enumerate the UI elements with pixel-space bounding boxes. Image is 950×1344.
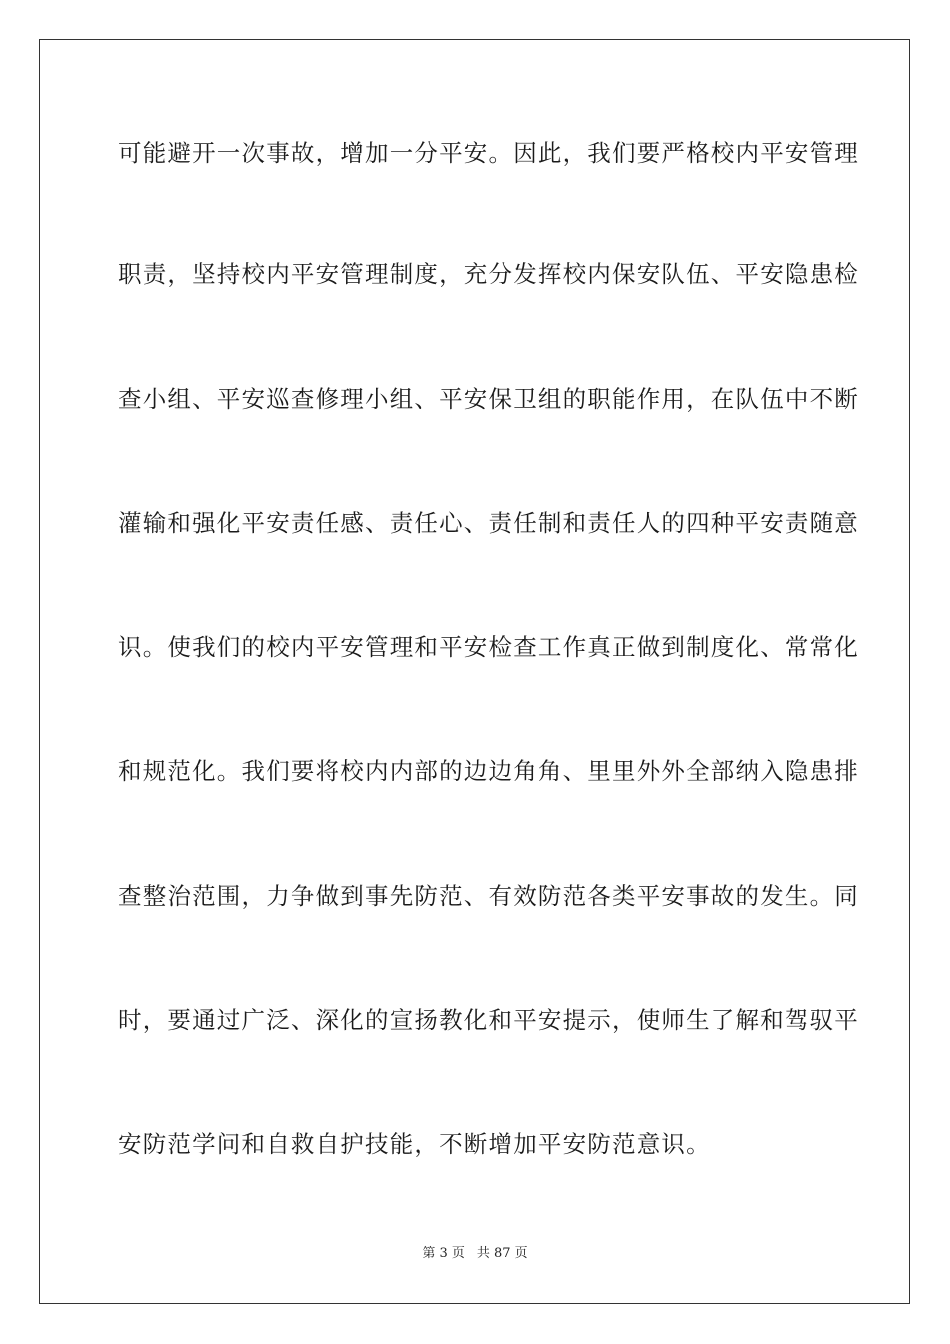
body-line-7: 查整治范围，力争做到事先防范、有效防范各类平安事故的发生。同 (118, 882, 859, 910)
body-line-4: 灌输和强化平安责任感、责任心、责任制和责任人的四种平安责随意 (118, 509, 859, 537)
body-line-6: 和规范化。我们要将校内内部的边边角角、里里外外全部纳入隐患排 (118, 757, 859, 785)
page-footer (0, 1245, 950, 1263)
page-total: 共 87 页 (476, 1246, 528, 1261)
body-line-8: 时，要通过广泛、深化的宣扬教化和平安提示，使师生了解和驾驭平 (118, 1006, 859, 1034)
body-line-3: 查小组、平安巡查修理小组、平安保卫组的职能作用，在队伍中不断 (118, 385, 859, 413)
body-line-1: 可能避开一次事故，增加一分平安。因此，我们要严格校内平安管理 (118, 139, 859, 167)
body-line-9: 安防范学问和自救自护技能，不断增加平安防范意识。 (118, 1130, 711, 1158)
page-number: 第 3 页 (422, 1246, 465, 1261)
page-frame (39, 39, 910, 1304)
body-line-2: 职责，坚持校内平安管理制度，充分发挥校内保安队伍、平安隐患检 (118, 260, 859, 288)
body-line-5: 识。使我们的校内平安管理和平安检查工作真正做到制度化、常常化 (118, 633, 859, 661)
